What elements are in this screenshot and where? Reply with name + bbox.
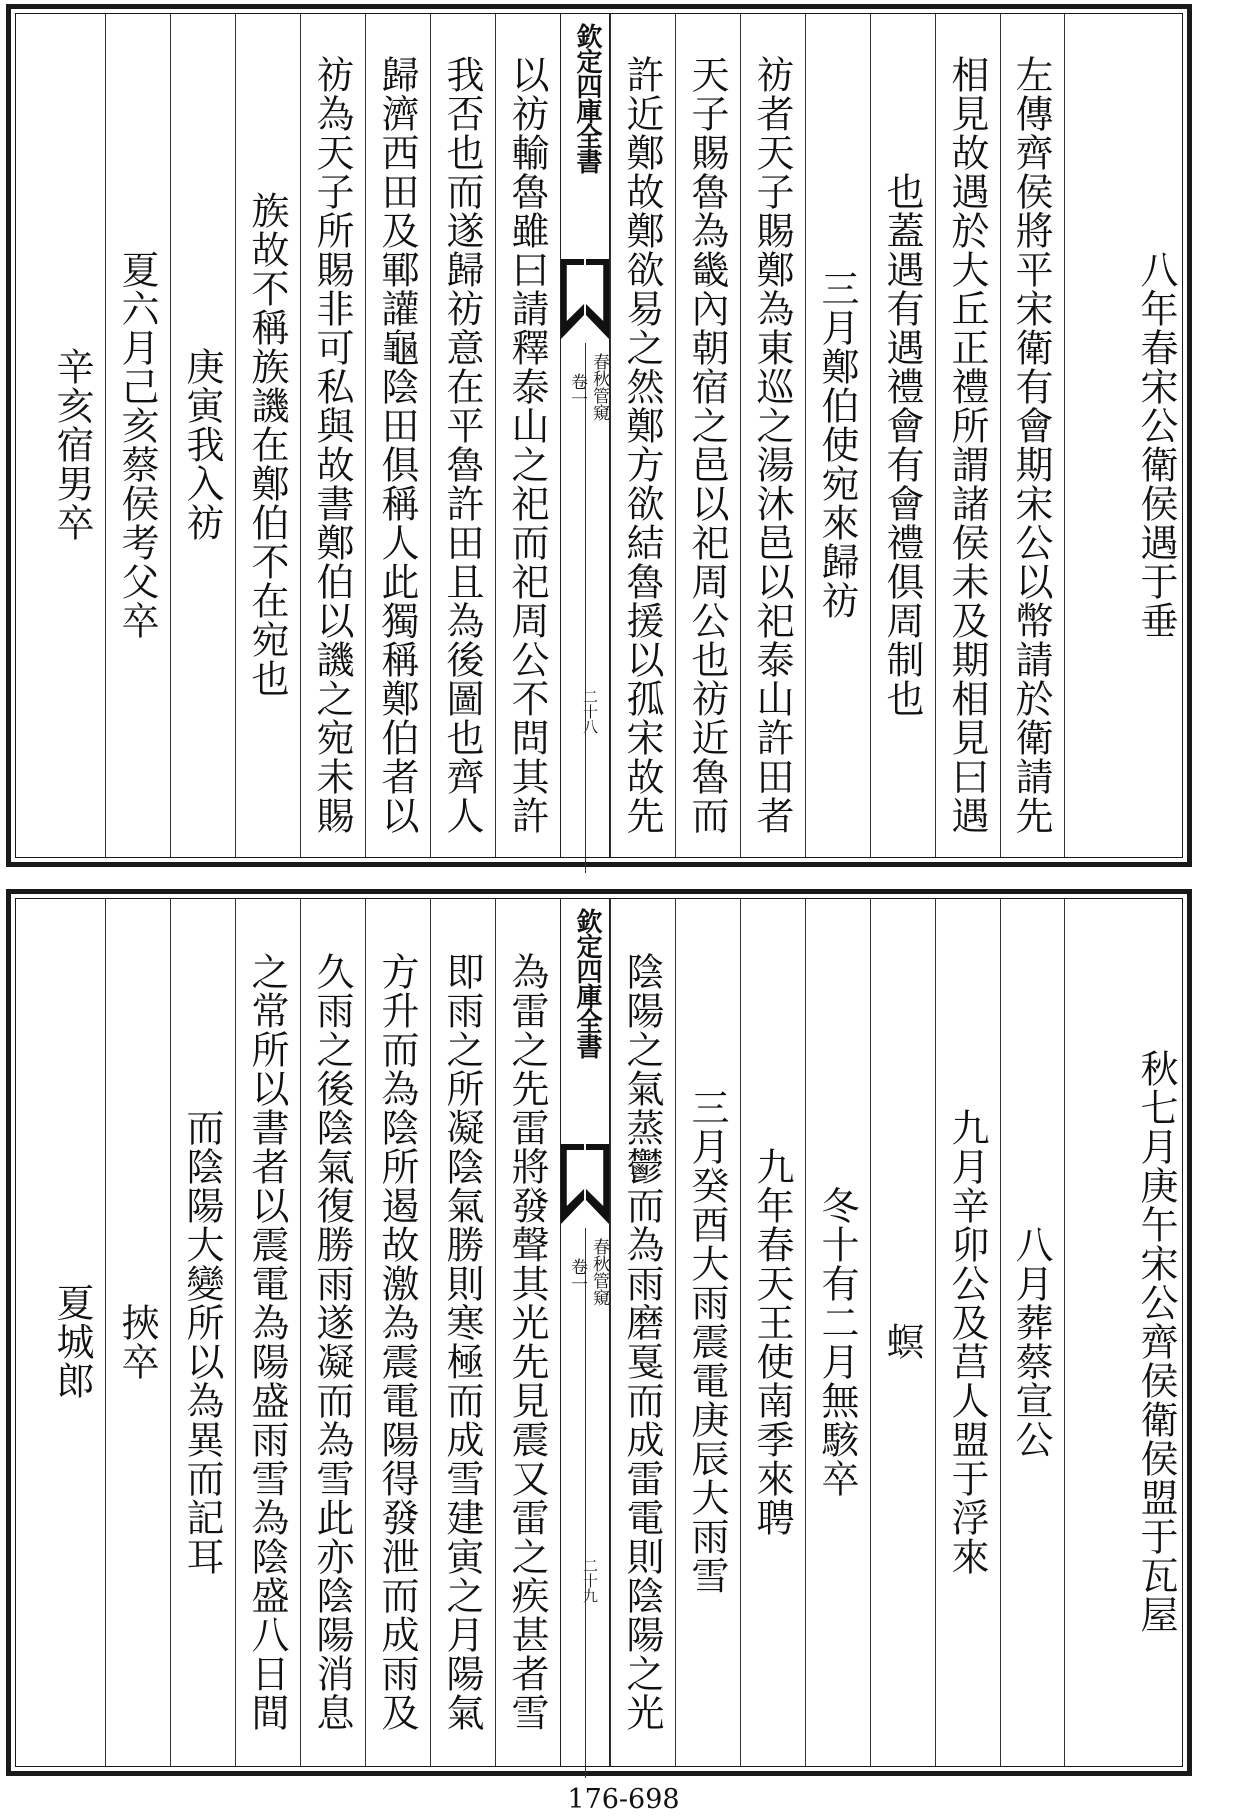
column-text: 三月鄭伯使宛來歸祊 [815,269,859,620]
bottom-page-panel [6,889,1192,1776]
column-text: 我否也而遂歸祊意在平魯許田且為後圖也齊人 [440,54,484,835]
text-column [1000,13,1064,858]
text-column [33,898,105,1767]
work-title: 春秋管窺 [589,1238,609,1306]
work-title: 春秋管窺 [589,353,609,421]
column-text: 天子賜魯為畿內朝宿之邑以祀周公也祊近魯而 [685,54,729,835]
text-column [1000,898,1064,1767]
column-text: 方升而為陰所遏故激為震電陽得發泄而成雨及 [375,951,419,1732]
gutter-rule [585,343,586,873]
column-text: 螟 [880,1322,924,1361]
column-text: 即雨之所凝陰氣勝則寒極而成雪建寅之月陽氣 [440,951,484,1732]
text-column [610,898,675,1767]
text-column [805,898,870,1767]
column-text: 以祊輸魯雖曰請釋泰山之祀而祀周公不問其許 [505,54,549,835]
text-column [675,898,740,1767]
text-column [430,13,495,858]
text-column [495,898,560,1767]
column-text: 之常所以書者以震電為陽盛雨雪為陰盛八日間 [245,951,289,1732]
column-text: 祊為天子所賜非可私與故書鄭伯以譏之宛未賜 [310,54,354,835]
volume-label: 卷一 [567,373,587,407]
text-column [170,898,235,1767]
text-column [1064,13,1189,858]
text-column [105,898,170,1767]
column-text: 夏六月己亥蔡侯考父卒 [115,249,159,640]
column-text: 九月辛卯公及莒人盟于浮來 [945,1107,989,1576]
collection-title: 欽定四庫全書 [572,23,602,173]
column-text: 左傳齊侯將平宋衛有會期宋公以幣請於衛請先 [1009,54,1053,835]
text-column [1064,898,1189,1767]
text-column [610,13,675,858]
page-gutter [560,13,610,858]
column-text: 八年春宋公衛侯遇于垂 [1134,249,1178,640]
column-text: 許近鄭故鄭欲易之然鄭方欲結魯援以孤宋故先 [620,54,664,835]
top-page-panel [6,4,1192,867]
text-column [300,898,365,1767]
column-text: 秋七月庚午宋公齊侯衛侯盟于瓦屋 [1134,1049,1178,1634]
text-column [935,13,1000,858]
text-column [495,13,560,858]
leaf-number: 二十八 [581,689,599,734]
gutter-rule [585,1228,586,1778]
text-column [430,898,495,1767]
column-text: 而陰陽大變所以為異而記耳 [180,1107,224,1576]
column-text: 久雨之後陰氣復勝雨遂凝而為雪此亦陰陽消息 [310,951,354,1732]
text-column [870,13,935,858]
column-text: 也蓋遇有遇禮會有會禮俱周制也 [880,171,924,718]
column-text: 族故不稱族譏在鄭伯不在宛也 [245,191,289,698]
text-column [675,13,740,858]
text-column [935,898,1000,1767]
column-text: 歸濟西田及鄆讙龜陰田俱稱人此獨稱鄭伯者以 [375,54,419,835]
collection-title: 欽定四庫全書 [572,908,602,1058]
text-column [33,13,105,858]
text-column [740,13,805,858]
fish-tail-mark-icon [561,1144,609,1224]
fish-tail-mark-icon [561,259,609,339]
column-text: 相見故遇於大丘正禮所謂諸侯未及期相見曰遇 [945,54,989,835]
volume-label: 卷一 [567,1258,587,1292]
text-column [870,898,935,1767]
page-reference-number: 176-698 [567,1784,680,1815]
column-text: 辛亥宿男卒 [50,347,94,542]
column-text: 冬十有二月無駭卒 [815,1185,859,1498]
page-gutter [560,898,610,1767]
text-column [105,13,170,858]
text-column [300,13,365,858]
column-text: 三月癸酉大雨震電庚辰大雨雪 [685,1088,729,1595]
text-column [805,13,870,858]
text-column [740,898,805,1767]
column-text: 夏城郎 [50,1283,94,1400]
column-text: 陰陽之氣蒸鬱而為雨磨戛而成雷電則陰陽之光 [620,951,664,1732]
text-column [235,898,300,1767]
column-text: 八月葬蔡宣公 [1009,1224,1053,1459]
column-text: 九年春天王使南季來聘 [750,1146,794,1537]
column-text: 挾卒 [115,1302,159,1381]
leaf-number: 二十九 [581,1558,599,1603]
column-text: 為雷之先雷將發聲其光先見震又雷之疾甚者雪 [505,951,549,1732]
text-column [170,13,235,858]
column-text: 祊者天子賜鄭為東巡之湯沐邑以祀泰山許田者 [750,54,794,835]
text-column [235,13,300,858]
text-column [365,898,430,1767]
column-text: 庚寅我入祊 [180,347,224,542]
text-column [365,13,430,858]
